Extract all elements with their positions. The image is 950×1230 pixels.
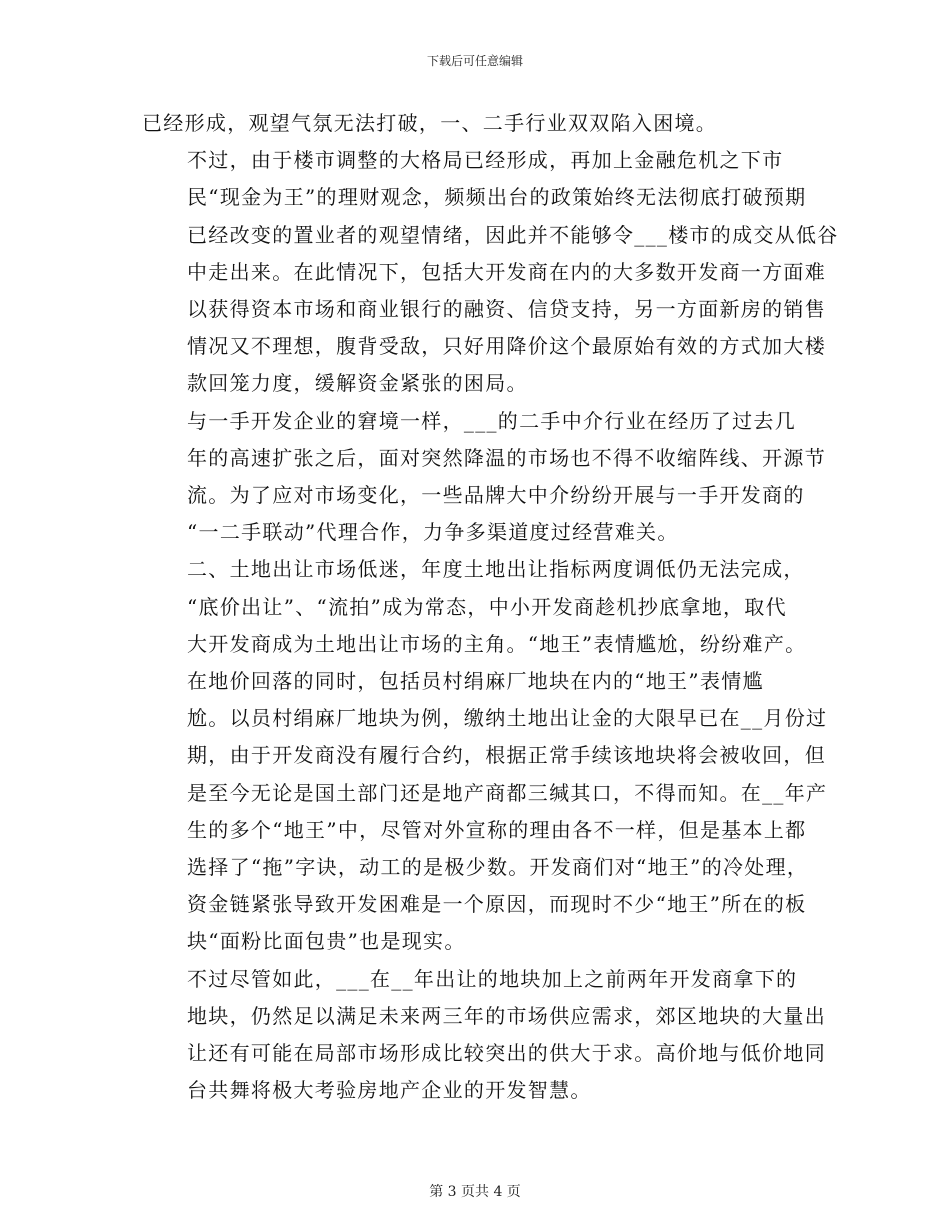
text-line: 以获得资本市场和商业银行的融资、信贷支持，另一方面新房的销售 xyxy=(187,297,826,322)
text-line: 款回笼力度，缓解资金紧张的困局。 xyxy=(187,371,528,396)
text-line: 已经形成，观望气氛无法打破，一、二手行业双双陷入困境。 xyxy=(142,111,718,135)
text-line: 地块，仍然足以满足未来两三年的市场供应需求，郊区地块的大量出 xyxy=(187,1003,826,1028)
page-footer: 第 3 页共 4 页 xyxy=(429,1184,521,1200)
text-line: 资金链紧张导致开发困难是一个原因，而现时不少“地王”所在的板 xyxy=(187,892,807,917)
text-line: 民“现金为王”的理财观念，频频出台的政策始终无法彻底打破预期 xyxy=(187,185,807,210)
paragraph-1 xyxy=(142,105,810,142)
page-header: 下载后可任意编辑 xyxy=(426,54,523,68)
text-line: 期，由于开发商没有履行合约，根据正常手续该地块将会被收回，但 xyxy=(187,743,826,768)
paragraph-4 xyxy=(142,551,810,663)
paragraph-3 xyxy=(142,403,826,552)
text-line: 情况又不理想，腹背受敌，只好用降价这个最原始有效的方式加大楼 xyxy=(187,334,826,359)
text-line: 二、土地出让市场低迷，年度土地出让指标两度调低仍无法完成， xyxy=(187,557,805,582)
document-body xyxy=(142,105,839,1109)
text-line: 块“面粉比面包贵”也是现实。 xyxy=(187,929,466,954)
text-line: 大开发商成为土地出让市场的主角。“地王”表情尴尬，纷纷难产。 xyxy=(187,631,807,656)
text-line: 不过，由于楼市调整的大格局已经形成，再加上金融危机之下市 xyxy=(187,148,784,173)
text-line: 中走出来。在此情况下，包括大开发商在内的大多数开发商一方面难 xyxy=(187,259,826,284)
text-line: “底价出让”、“流拍”成为常态，中小开发商趁机抄底拿地，取代 xyxy=(187,594,787,619)
text-line: 年的高速扩张之后，面对突然降温的市场也不得不收缩阵线、开源节 xyxy=(187,445,826,470)
text-line: “一二手联动”代理合作，力争多渠道度过经营难关。 xyxy=(187,520,679,545)
text-line: 台共舞将极大考验房地产企业的开发智慧。 xyxy=(187,1078,592,1103)
text-line: 与一手开发企业的窘境一样，___的二手中介行业在经历了过去几 xyxy=(187,408,796,433)
text-line: 在地价回落的同时，包括员村绢麻厂地块在内的“地王”表情尴 xyxy=(187,669,764,694)
text-line: 尬。以员村绢麻厂地块为例，缴纳土地出让金的大限早已在__月份过 xyxy=(187,706,828,731)
paragraph-2 xyxy=(142,142,839,402)
text-line: 生的多个“地王”中，尽管对外宣称的理由各不一样，但是基本上都 xyxy=(187,817,807,842)
text-line: 是至今无论是国土部门还是地产商都三缄其口，不得而知。在__年产 xyxy=(187,780,828,805)
text-line: 已经改变的置业者的观望情绪，因此并不能够令___楼市的成交从低谷 xyxy=(187,222,839,247)
text-line: 选择了“拖”字诀，动工的是极少数。开发商们对“地王”的冷处理， xyxy=(187,855,809,880)
paragraph-6 xyxy=(142,961,826,1110)
text-line: 流。为了应对市场变化，一些品牌大中介纷纷开展与一手开发商的 xyxy=(187,483,805,508)
text-line: 不过尽管如此，___在__年出让的地块加上之前两年开发商拿下的 xyxy=(187,966,798,991)
text-line: 让还有可能在局部市场形成比较突出的供大于求。高价地与低价地同 xyxy=(187,1041,826,1066)
paragraph-5 xyxy=(142,663,828,961)
